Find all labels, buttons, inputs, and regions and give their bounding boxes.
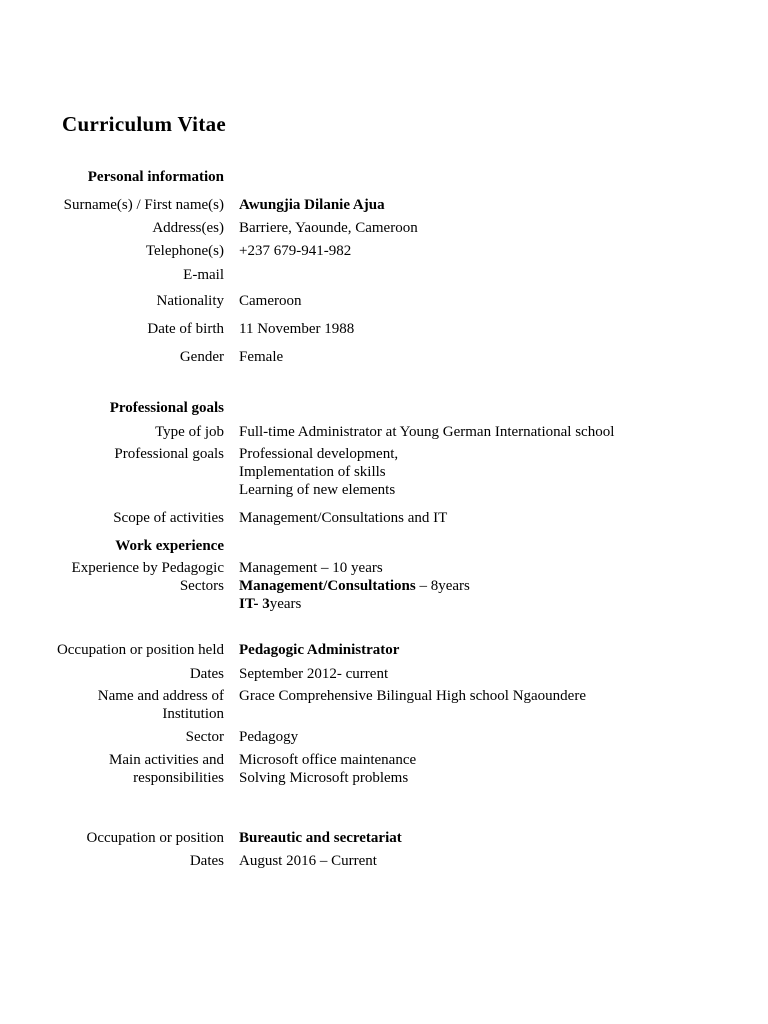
field-label: Address(es) (152, 220, 224, 236)
field-label-line: Institution (162, 706, 224, 722)
field-label (24, 687, 224, 723)
field-label: E-mail (183, 267, 224, 283)
field-label-line: Experience by Pedagogic (71, 560, 224, 576)
field-value: Management/Consultations and IT (239, 510, 448, 526)
field-label-line: Name and address of (97, 688, 224, 704)
experience-sector: Management/Consultations (239, 578, 416, 594)
field-label (24, 751, 224, 787)
field-label: Professional goals (114, 446, 224, 462)
document-title: Curriculum Vitae (62, 112, 227, 136)
field-label: Dates (189, 853, 224, 869)
field-value: Pedagogic Administrator (239, 642, 400, 658)
field-value: Female (239, 349, 284, 365)
field-label: Gender (179, 349, 224, 365)
goal-line: Implementation of skills (239, 464, 386, 480)
section-heading: Personal information (87, 169, 224, 185)
field-value: Cameroon (239, 293, 302, 309)
field-value: August 2016 – Current (239, 853, 377, 869)
experience-duration: years (269, 596, 302, 612)
experience-line: Management – 10 years (239, 560, 383, 576)
field-label (24, 559, 224, 595)
field-label: Type of job (155, 424, 224, 440)
experience-line (239, 577, 759, 595)
field-value: +237 679-941-982 (239, 243, 352, 259)
experience-duration: – 8years (415, 578, 470, 594)
field-value: Awungjia Dilanie Ajua (239, 197, 385, 213)
field-value: Grace Comprehensive Bilingual High school Ngaoundere (239, 688, 586, 704)
goal-line: Learning of new elements (239, 482, 396, 498)
field-value: Barriere, Yaounde, Cameroon (239, 220, 418, 236)
field-label: Date of birth (147, 321, 224, 337)
field-label: Telephone(s) (145, 243, 224, 259)
goal-line: Professional development, (239, 446, 399, 462)
section-heading: Professional goals (109, 400, 224, 416)
field-label: Occupation or position (86, 830, 224, 846)
field-label: Scope of activities (113, 510, 224, 526)
field-value: September 2012- current (239, 666, 389, 682)
field-label: Surname(s) / First name(s) (63, 197, 224, 213)
section-heading: Work experience (115, 538, 224, 554)
activity-line: Microsoft office maintenance (239, 752, 417, 768)
field-value: Bureautic and secretariat (239, 830, 402, 846)
field-value: 11 November 1988 (239, 321, 355, 337)
field-value: Full-time Administrator at Young German International school (239, 424, 615, 440)
experience-line (239, 595, 759, 613)
field-value-list (239, 751, 759, 787)
field-label: Occupation or position held (56, 642, 224, 658)
activity-line: Solving Microsoft problems (239, 770, 409, 786)
field-label-line: Main activities and (109, 752, 224, 768)
field-label-line: Sectors (179, 578, 224, 594)
field-label-line: responsibilities (133, 770, 224, 786)
field-label: Dates (189, 666, 224, 682)
field-label: Nationality (156, 293, 224, 309)
field-label: Sector (185, 729, 224, 745)
experience-sector: IT- 3 (239, 596, 270, 612)
field-value: Pedagogy (239, 729, 299, 745)
field-value-list (239, 445, 759, 499)
field-value-list (239, 559, 759, 613)
